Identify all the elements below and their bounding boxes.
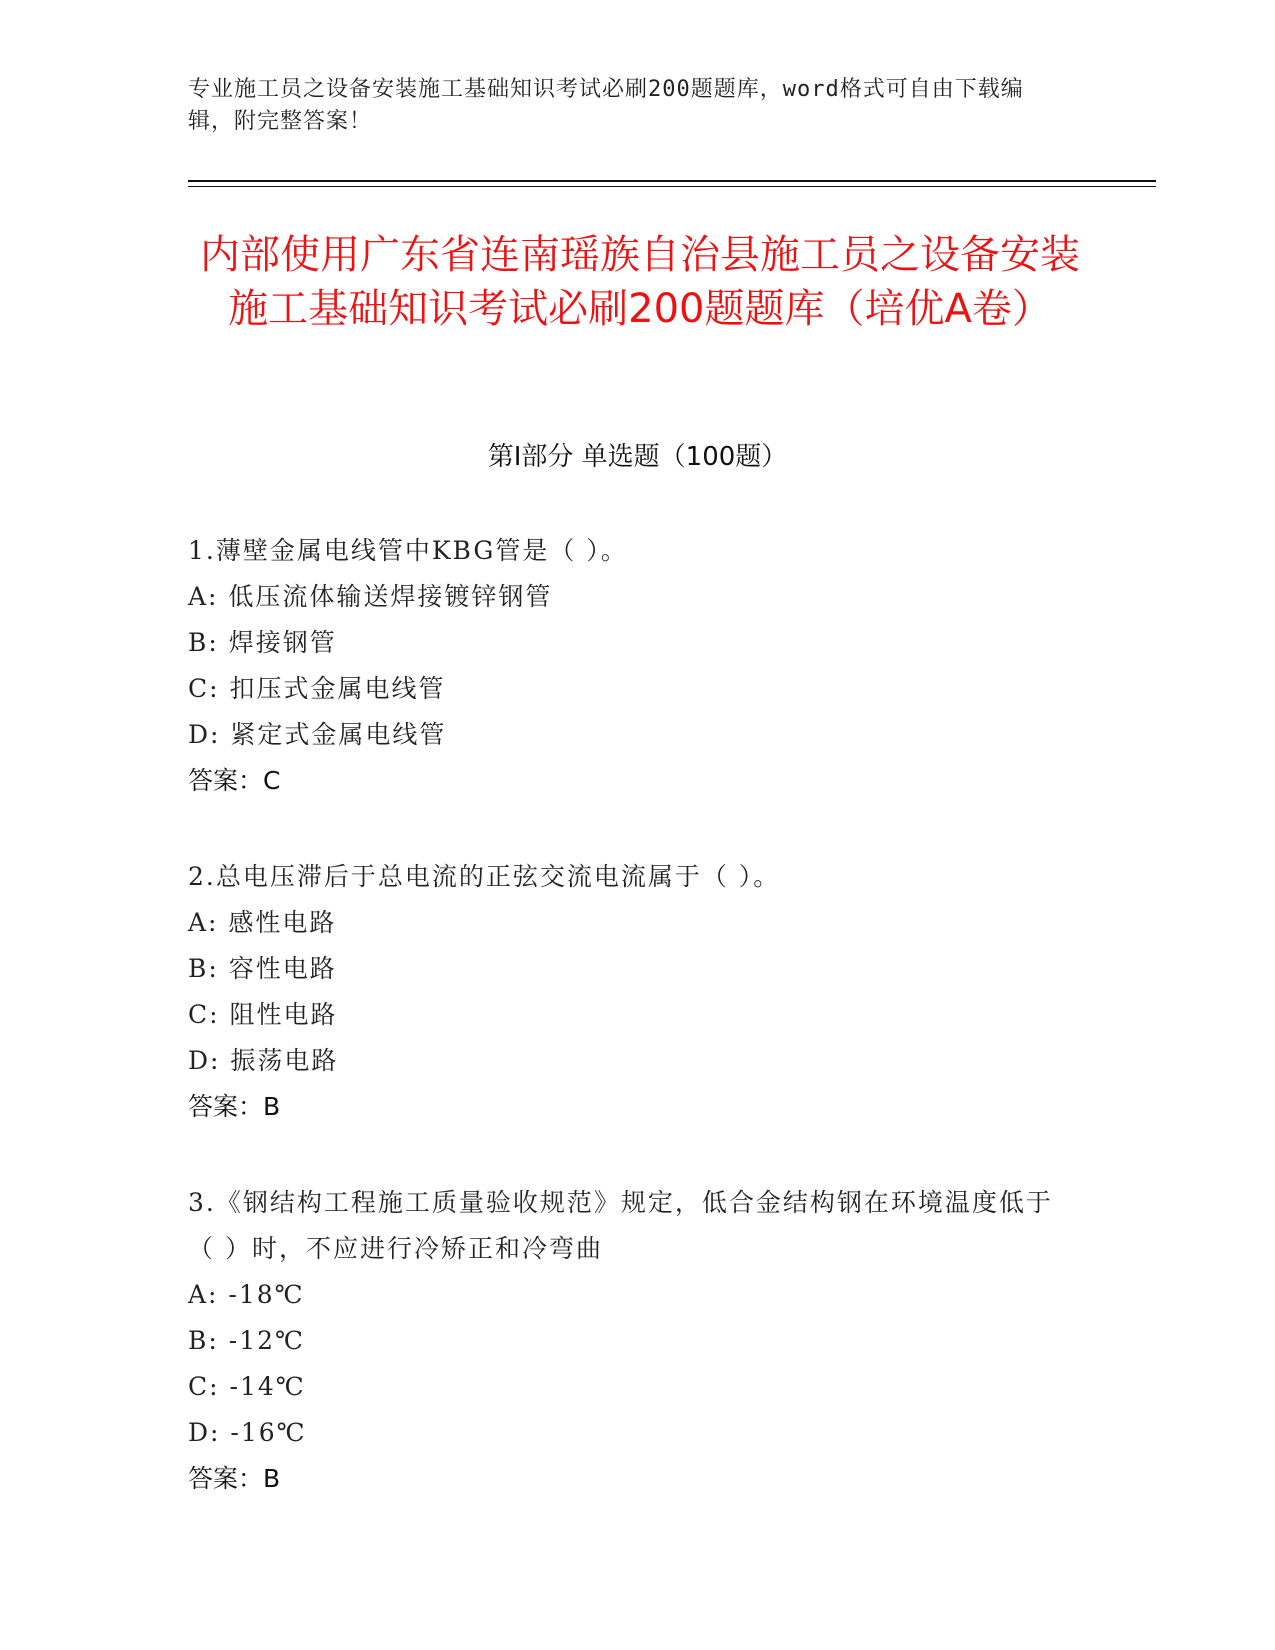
answer-key: 答案：C	[188, 766, 281, 795]
answer-key: 答案：B	[188, 1464, 281, 1493]
question-2	[188, 854, 1068, 1130]
option-b: B: -12℃	[188, 1326, 305, 1355]
option-d: D: 紧定式金属电线管	[188, 720, 447, 749]
answer-key: 答案：B	[188, 1092, 281, 1121]
question-list	[188, 528, 1068, 1552]
option-b: B: 焊接钢管	[188, 628, 337, 657]
header-rule-thin	[188, 186, 1156, 187]
option-c: C: 扣压式金属电线管	[188, 674, 446, 703]
option-c: C: -14℃	[188, 1372, 306, 1401]
option-a: A: 感性电路	[188, 908, 337, 937]
document-title: 内部使用广东省连南瑶族自治县施工员之设备安装施工基础知识考试必刷200题题库（培优A卷）	[200, 232, 1080, 332]
option-d: D: -16℃	[188, 1418, 307, 1447]
option-c: C: 阻性电路	[188, 1000, 338, 1029]
question-stem: 3.《钢结构工程施工质量验收规范》规定，低合金结构钢在环境温度低于（ ）时，不应进行冷矫正和冷弯曲	[188, 1188, 1053, 1263]
header-rule-thick	[188, 180, 1156, 182]
question-stem: 2.总电压滞后于总电流的正弦交流电流属于（ ）。	[188, 862, 781, 891]
option-d: D: 振荡电路	[188, 1046, 339, 1075]
question-stem: 1.薄壁金属电线管中KBG管是（ ）。	[188, 536, 628, 565]
header-note: 专业施工员之设备安装施工基础知识考试必刷200题题库，word格式可自由下载编辑，附完整答案！	[188, 77, 1024, 134]
option-a: A: -18℃	[188, 1280, 305, 1309]
option-a: A: 低压流体输送焊接镀锌钢管	[188, 582, 553, 611]
question-3	[188, 1180, 1068, 1502]
option-b: B: 容性电路	[188, 954, 337, 983]
section-heading: 第I部分 单选题（100题）	[487, 442, 788, 472]
question-1	[188, 528, 1068, 804]
